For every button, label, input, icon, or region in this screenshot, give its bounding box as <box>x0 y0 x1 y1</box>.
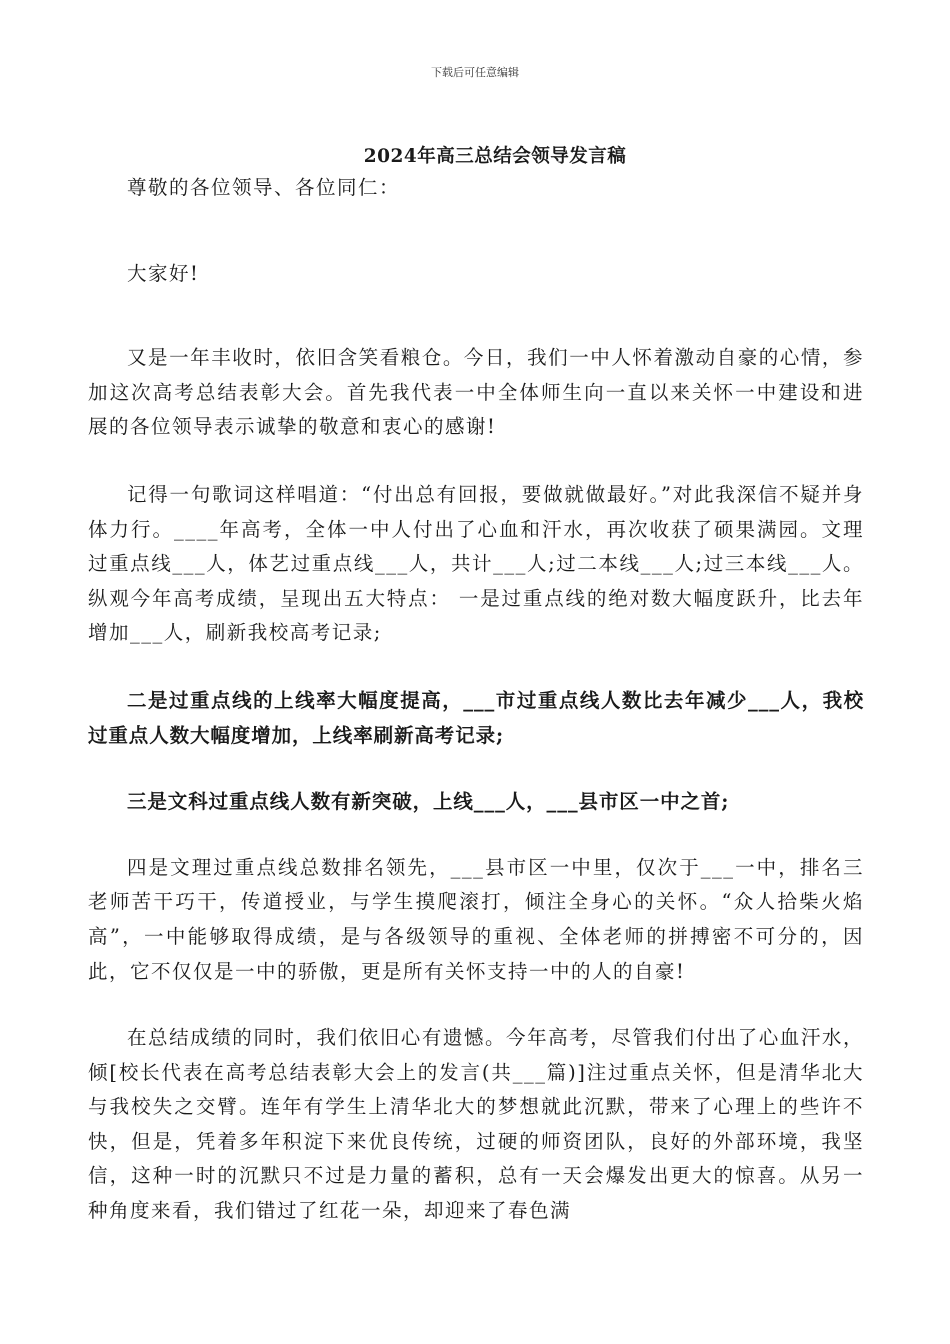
intro-paragraph: 又是一年丰收时，依旧含笑看粮仓。今日，我们一中人怀着激动自豪的心情，参加这次高考总结表彰大会。首先我代表一中全体师生向一直以来关怀一中建设和进展的各位领导表示诚挚的敬意和衷心的感谢! <box>88 346 864 439</box>
header-note: 下载后可任意编辑 <box>431 66 519 79</box>
document-title: 2024年高三总结会领导发言稿 <box>363 146 627 167</box>
feature-four-paragraph: 四是文理过重点线总数排名领先，___县市区一中里，仅次于___一中，排名三老师苦干巧干，传道授业，与学生摸爬滚打，倾注全身心的关怀。“众人拾柴火焰高”，一中能够取得成绩，是与各级领导的重视、全体老师的拼搏密不可分的，因此，它不仅仅是一中的骄傲，更是所有关怀支持一中的人的自豪! <box>88 855 864 983</box>
greeting-paragraph: 尊敬的各位领导、各位同仁： <box>127 176 401 199</box>
reflection-paragraph: 在总结成绩的同时，我们依旧心有遗憾。今年高考，尽管我们付出了心血汗水，倾[校长代表在高考总结表彰大会上的发言(共___篇)]注过重点关怀，但是清华北大与我校失之交臂。连年有学生上清华北大的梦想就此沉默，带来了心理上的些许不快，但是，凭着多年积淀下来优良传统，过硬的师资团队，良好的外部环境，我坚信，这种一时的沉默只不过是力量的蓄积，总有一天会爆发出更大的惊喜。从另一种角度来看，我们错过了红花一朵，却迎来了春色满 <box>88 1026 864 1223</box>
document-body <box>88 170 864 1229</box>
feature-three-paragraph: 三是文科过重点线人数有新突破，上线___人，___县市区一中之首; <box>127 790 730 814</box>
results-paragraph: 记得一句歌词这样唱道：“付出总有回报，要做就做最好。”对此我深信不疑并身体力行。____年高考，全体一中人付出了心血和汗水，再次收获了硕果满园。文理过重点线___人，体艺过重点线___人，共计___人;过二本线___人;过三本线___人。纵观今年高考成绩，呈现出五大特点： 一是过重点线的绝对数大幅度跃升，比去年增加___人，刷新我校高考记录; <box>88 482 864 645</box>
feature-two-paragraph: 二是过重点线的上线率大幅度提高，___市过重点线人数比去年减少___人，我校过重点人数大幅度增加，上线率刷新高考记录; <box>88 688 864 747</box>
salutation-paragraph: 大家好! <box>127 261 200 285</box>
